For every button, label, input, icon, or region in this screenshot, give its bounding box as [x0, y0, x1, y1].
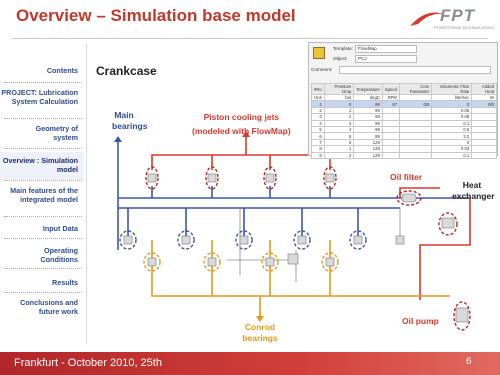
table-cell[interactable]: Unit	[312, 95, 325, 101]
sidebar-item-contents[interactable]: Contents	[46, 66, 78, 75]
sidebar-item-input-data[interactable]: Input Data	[42, 224, 78, 233]
table-cell[interactable]: bar	[324, 95, 354, 101]
table-cell[interactable]: 0.03	[432, 146, 472, 152]
sidebar-item-conclusions[interactable]: Conclusions and future work	[20, 298, 78, 316]
table-cell[interactable]: 0	[432, 139, 472, 145]
table-header-row	[312, 84, 497, 95]
table-cell[interactable]: liter/sec	[432, 95, 472, 101]
sidebar-item-overview[interactable]: Overview : Simulation model	[2, 156, 78, 174]
crankcase-label: Crankcase	[96, 64, 157, 78]
flowmap-panel	[308, 42, 498, 156]
piston-jets-label	[192, 110, 291, 138]
table-cell[interactable]: 3	[324, 120, 354, 126]
piston-jets-subtitle: (modeled with FlowMap)	[192, 126, 291, 136]
table-cell[interactable]: 5	[324, 133, 354, 139]
table-cell[interactable]: 99	[354, 114, 383, 120]
column-header: #Ro	[312, 84, 325, 95]
table-cell[interactable]: 4	[312, 120, 325, 126]
table-cell[interactable]: 0.1	[432, 120, 472, 126]
comment-field[interactable]	[339, 66, 491, 74]
table-cell[interactable]: 0	[432, 101, 472, 107]
comment-label: Comment:	[311, 67, 333, 72]
conrod-lines	[152, 240, 450, 318]
sidebar-item-results[interactable]: Results	[52, 278, 78, 287]
table-cell[interactable]: 1	[324, 107, 354, 113]
page-number: 6	[466, 356, 472, 367]
structure-lines	[226, 208, 400, 282]
table-cell[interactable]: 99	[354, 126, 383, 132]
flow-arrows	[114, 131, 264, 322]
table-cell[interactable]: 0.08	[432, 114, 472, 120]
table-cell[interactable]: 3.2	[432, 133, 472, 139]
table-cell[interactable]: 1	[324, 146, 354, 152]
table-cell[interactable]: 2	[312, 107, 325, 113]
logo-text: FPT	[440, 6, 476, 25]
table-cell[interactable]: 99	[354, 101, 383, 107]
piston-jet-markers	[146, 167, 470, 330]
column-header: Core Parameter	[399, 84, 431, 95]
sidebar-item-geometry[interactable]: Geometry of system	[35, 124, 78, 142]
table-cell[interactable]: 0	[324, 139, 354, 145]
logo-subtext: POWERTRAIN TECHNOLOGIES	[434, 25, 494, 30]
table-cell[interactable]: 0/0	[399, 101, 431, 107]
table-cell[interactable]: 0/0	[472, 101, 497, 107]
table-cell[interactable]: 7	[312, 139, 325, 145]
table-row	[312, 152, 497, 158]
oil-filter-label: Oil filter	[390, 172, 423, 182]
flowmap-table	[311, 83, 497, 159]
table-cell[interactable]: 4	[324, 126, 354, 132]
template-field[interactable]	[355, 45, 417, 53]
page-title: Overview – Simulation base model	[16, 6, 296, 25]
table-cell[interactable]	[399, 152, 431, 158]
sidebar-item-main-features[interactable]: Main features of the integrated model	[10, 186, 78, 204]
table-cell[interactable]: 99	[354, 107, 383, 113]
table-cell[interactable]: 99	[354, 120, 383, 126]
table-cell[interactable]: 3	[312, 114, 325, 120]
piston-jets-title: Piston cooling jets	[203, 112, 280, 122]
table-cell[interactable]: 129	[354, 146, 383, 152]
table-cell[interactable]: 97	[382, 101, 399, 107]
table-cell[interactable]: 129	[354, 152, 383, 158]
table-cell[interactable]: 9	[312, 152, 325, 158]
oil-pump-label: Oil pump	[402, 316, 439, 326]
table-cell[interactable]: 0.6	[432, 126, 472, 132]
table-cell[interactable]: 2	[324, 152, 354, 158]
table-cell[interactable]: 1	[312, 101, 325, 107]
main-bearings-label: Main bearings	[112, 110, 148, 131]
piston-jet-lines	[152, 135, 470, 300]
table-cell[interactable]: 0.05	[432, 107, 472, 113]
footer-text: Frankfurt - October 2010, 25th	[14, 357, 162, 369]
table-cell[interactable]	[472, 152, 497, 158]
column-header: Temperature	[354, 84, 383, 95]
table-cell[interactable]: RPM	[382, 95, 399, 101]
table-cell[interactable]: 6	[312, 133, 325, 139]
conrod-bearings-label: Conrod bearings	[242, 322, 278, 343]
component-blocks	[124, 174, 468, 322]
template-label: Template:	[333, 46, 353, 51]
table-cell[interactable]: 99	[354, 133, 383, 139]
table-cell[interactable]: 8	[312, 146, 325, 152]
table-cell[interactable]: 5	[312, 126, 325, 132]
table-cell[interactable]: W	[472, 95, 497, 101]
conrod-bearing-markers	[144, 253, 338, 271]
flowmap-icon	[313, 47, 325, 59]
table-cell[interactable]	[382, 152, 399, 158]
table-cell[interactable]: degC	[354, 95, 383, 101]
table-cell[interactable]: 129	[354, 139, 383, 145]
column-header: Added Heat	[472, 84, 497, 95]
column-header: Pressure Drop	[324, 84, 354, 95]
column-header: Volumetric Flow Rate	[432, 84, 472, 95]
object-value: PCJ	[358, 56, 367, 61]
column-header: Speed	[382, 84, 399, 95]
template-value: FlowMap	[358, 46, 377, 51]
table-cell[interactable]: 0	[324, 101, 354, 107]
sidebar-item-operating-conditions[interactable]: Operating Conditions	[40, 246, 78, 264]
table-cell[interactable]: 0.1	[432, 152, 472, 158]
object-label: Object:	[333, 56, 348, 61]
flowmap-table-body	[312, 95, 497, 159]
heat-exchanger-label: Heat exchanger	[452, 180, 495, 201]
table-cell[interactable]: 2	[324, 114, 354, 120]
sidebar-item-project[interactable]: PROJECT: Lubrication System Calculation	[1, 88, 78, 106]
object-field[interactable]	[355, 55, 417, 63]
